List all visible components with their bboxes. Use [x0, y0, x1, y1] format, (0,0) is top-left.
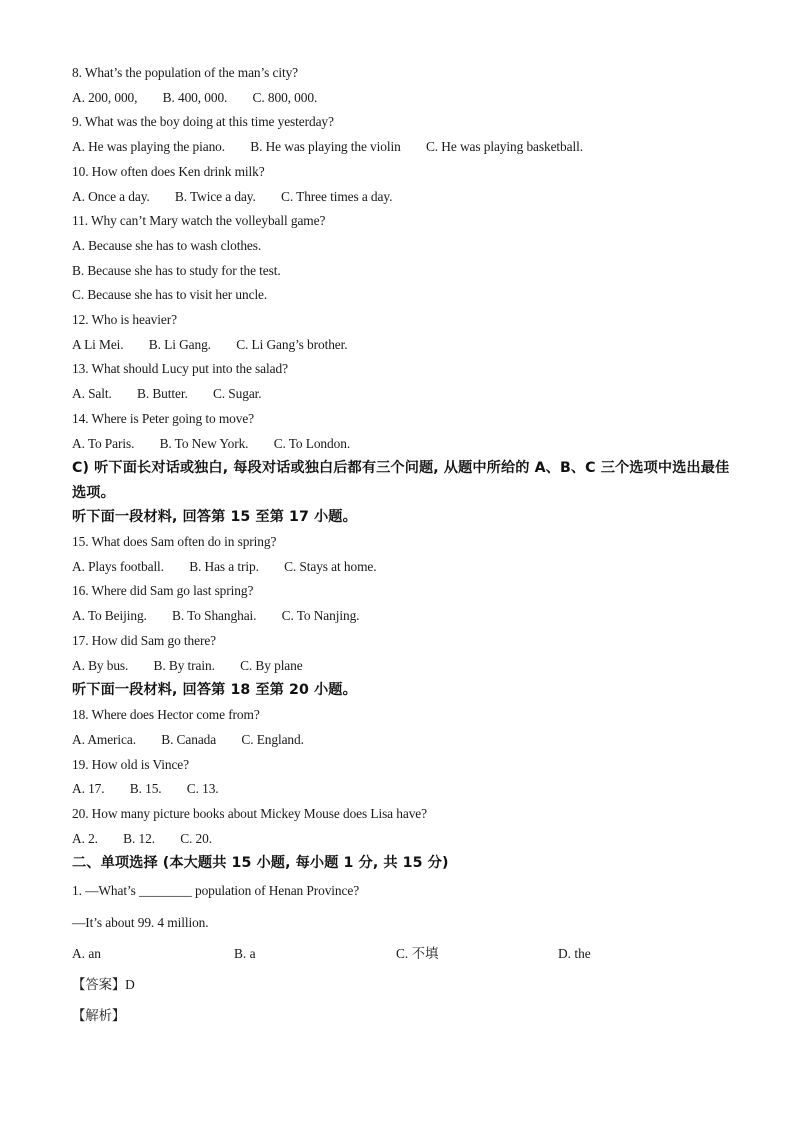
option-c: C. England. — [241, 732, 304, 747]
option-b: B. To New York. — [159, 436, 249, 451]
question-9-options — [72, 137, 583, 157]
analysis-line — [72, 1006, 125, 1026]
answer-line — [72, 975, 135, 995]
option-b: B. 400, 000. — [162, 90, 228, 105]
option-c: C. Li Gang’s brother. — [236, 337, 348, 352]
question-18-options — [72, 730, 304, 750]
question-17-options — [72, 656, 303, 676]
option-a: A. By bus. — [72, 658, 129, 673]
option-b: B. He was playing the violin — [250, 139, 401, 154]
answer-label: 【答案】 — [72, 978, 126, 993]
question-16-options — [72, 606, 359, 626]
question-11-option-b: B. Because she has to study for the test. — [72, 263, 281, 278]
question-13: 13. What should Lucy put into the salad? — [72, 361, 288, 376]
option-a: A. He was playing the piano. — [72, 139, 226, 154]
option-b: B. Li Gang. — [148, 337, 211, 352]
question-9: 9. What was the boy doing at this time yesterday? — [72, 114, 334, 129]
option-c: C. Three times a day. — [281, 189, 393, 204]
option-a: A. To Paris. — [72, 436, 135, 451]
mc-option-a: A. an — [72, 946, 102, 961]
mc-question-1-reply: —It’s about 99. 4 million. — [72, 915, 209, 930]
question-8-options — [72, 88, 317, 108]
option-b: B. Has a trip. — [189, 559, 259, 574]
question-16: 16. Where did Sam go last spring? — [72, 583, 254, 598]
mc-option-b: B. a — [234, 946, 256, 961]
option-c: C. To London. — [273, 436, 351, 451]
option-b: B. 15. — [129, 781, 162, 796]
question-10-options — [72, 187, 392, 207]
question-14-options — [72, 434, 350, 454]
question-13-options — [72, 384, 262, 404]
question-12: 12. Who is heavier? — [72, 312, 177, 327]
mc-option-d: D. the — [558, 946, 591, 961]
option-a: A. 2. — [72, 831, 98, 846]
option-a: A. 200, 000, — [72, 90, 138, 105]
option-c: C. 20. — [180, 831, 212, 846]
question-20: 20. How many picture books about Mickey Mouse does Lisa have? — [72, 806, 427, 821]
question-15: 15. What does Sam often do in spring? — [72, 534, 277, 549]
question-8: 8. What’s the population of the man’s city? — [72, 65, 299, 80]
option-a: A Li Mei. — [72, 337, 124, 352]
question-11-option-c: C. Because she has to visit her uncle. — [72, 287, 268, 302]
option-c: C. Stays at home. — [284, 559, 377, 574]
option-c: C. He was playing basketball. — [425, 139, 583, 154]
mc-option-c: C. 不填 — [396, 946, 439, 961]
option-c: C. 13. — [186, 781, 219, 796]
question-12-options — [72, 335, 348, 355]
question-15-options — [72, 557, 376, 577]
question-18: 18. Where does Hector come from? — [72, 707, 260, 722]
option-c: C. Sugar. — [212, 386, 262, 401]
option-b: B. 12. — [123, 831, 155, 846]
option-a: A. Salt. — [72, 386, 112, 401]
option-a: A. America. — [72, 732, 136, 747]
question-19: 19. How old is Vince? — [72, 757, 189, 772]
question-19-options — [72, 779, 219, 799]
option-a: A. To Beijing. — [72, 608, 147, 623]
question-10: 10. How often does Ken drink milk? — [72, 164, 265, 179]
option-b: B. Butter. — [137, 386, 188, 401]
material-intro-18-20: 听下面一段材料, 回答第 18 至第 20 小题。 — [72, 682, 357, 698]
option-c: C. 800, 000. — [252, 90, 318, 105]
option-b: B. Canada — [161, 732, 217, 747]
option-b: B. To Shanghai. — [172, 608, 257, 623]
analysis-label: 【解析】 — [72, 1009, 126, 1024]
part-2-heading: 二、单项选择 (本大题共 15 小题, 每小题 1 分, 共 15 分) — [72, 855, 449, 871]
option-b: B. By train. — [153, 658, 215, 673]
option-a: A. Plays football. — [72, 559, 164, 574]
question-14: 14. Where is Peter going to move? — [72, 411, 255, 426]
option-a: A. Once a day. — [72, 189, 150, 204]
option-c: C. By plane — [240, 658, 303, 673]
question-11-option-a: A. Because she has to wash clothes. — [72, 238, 262, 253]
mc-question-1: 1. —What’s ________ population of Henan Province? — [72, 883, 360, 898]
material-intro-15-17: 听下面一段材料, 回答第 15 至第 17 小题。 — [72, 509, 357, 525]
option-a: A. 17. — [72, 781, 105, 796]
question-11: 11. Why can’t Mary watch the volleyball game? — [72, 213, 326, 228]
option-b: B. Twice a day. — [174, 189, 256, 204]
question-17: 17. How did Sam go there? — [72, 633, 217, 648]
option-c: C. To Nanjing. — [281, 608, 360, 623]
section-c-instructions: C) 听下面长对话或独白, 每段对话或独白后都有三个问题, 从题中所给的 A、B、C 三个选项中选出最佳选项。 — [72, 460, 730, 501]
question-20-options — [72, 829, 212, 849]
answer-value: D — [125, 977, 135, 992]
